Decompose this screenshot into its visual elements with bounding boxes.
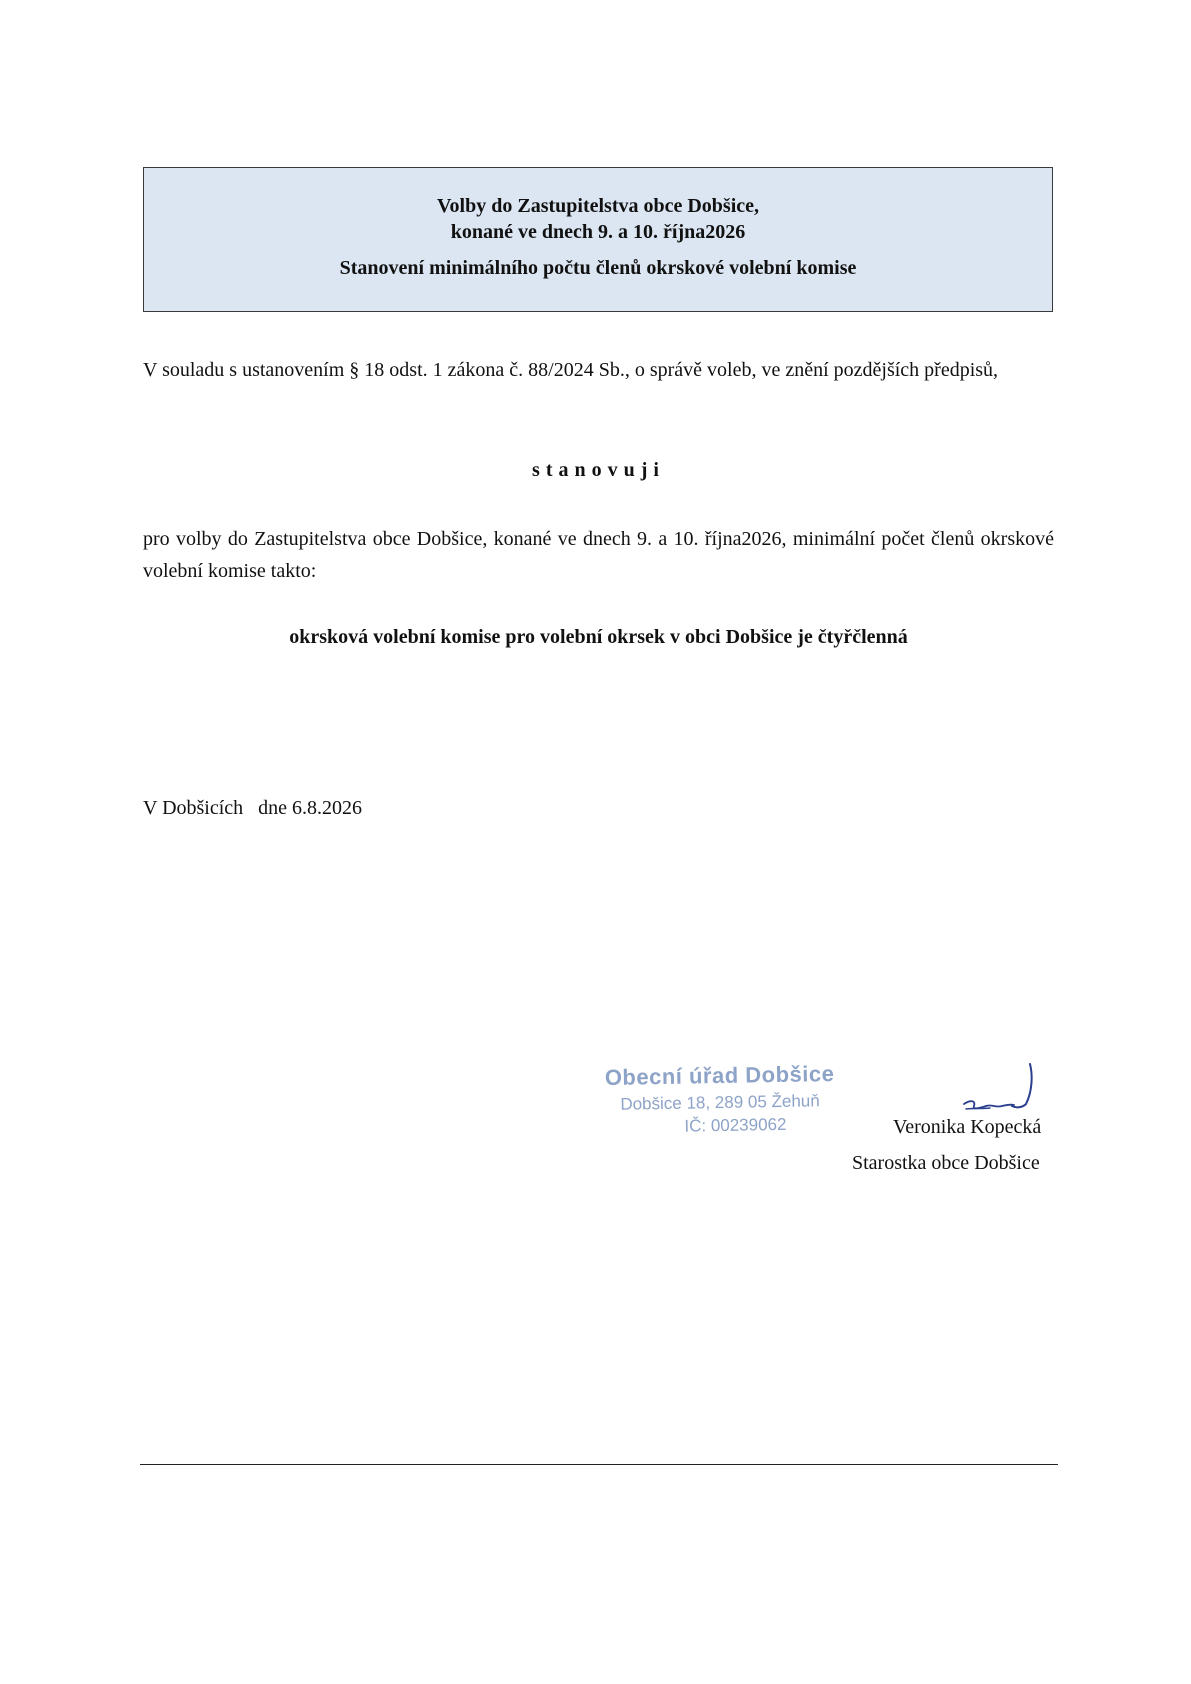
stanovuji-heading: stanovuji bbox=[532, 459, 665, 481]
signer-role: Starostka obce Dobšice bbox=[852, 1152, 1040, 1174]
purpose-paragraph: pro volby do Zastupitelstva obce Dobšice, konané ve dnech 9. a 10. října2026, minimální počet členů okrskové volební komise takto: bbox=[143, 528, 1054, 582]
decision-statement: okrsková volební komise pro volební okrsek v obci Dobšice je čtyřčlenná bbox=[289, 626, 908, 648]
handwritten-signature bbox=[960, 1062, 1040, 1120]
stamp-office-name: Obecní úřad Dobšice bbox=[604, 1061, 835, 1091]
header-dates: konané ve dnech 9. a 10. října2026 bbox=[450, 221, 746, 243]
stamp-ic: IČ: 00239062 bbox=[684, 1114, 787, 1136]
place-and-date: V Dobšicích dne 6.8.2026 bbox=[143, 797, 363, 819]
office-stamp bbox=[589, 1061, 850, 1139]
footer-divider bbox=[140, 1464, 1058, 1465]
intro-paragraph: V souladu s ustanovením § 18 odst. 1 zákona č. 88/2024 Sb., o správě voleb, ve znění pozdějších předpisů, bbox=[143, 359, 999, 381]
signer-name: Veronika Kopecká bbox=[893, 1116, 1042, 1138]
header-box bbox=[143, 167, 1053, 312]
stamp-address: Dobšice 18, 289 05 Žehuň bbox=[620, 1091, 820, 1114]
header-subject: Stanovení minimálního počtu členů okrskové volební komise bbox=[339, 257, 857, 279]
header-title: Volby do Zastupitelstva obce Dobšice, bbox=[436, 195, 760, 217]
